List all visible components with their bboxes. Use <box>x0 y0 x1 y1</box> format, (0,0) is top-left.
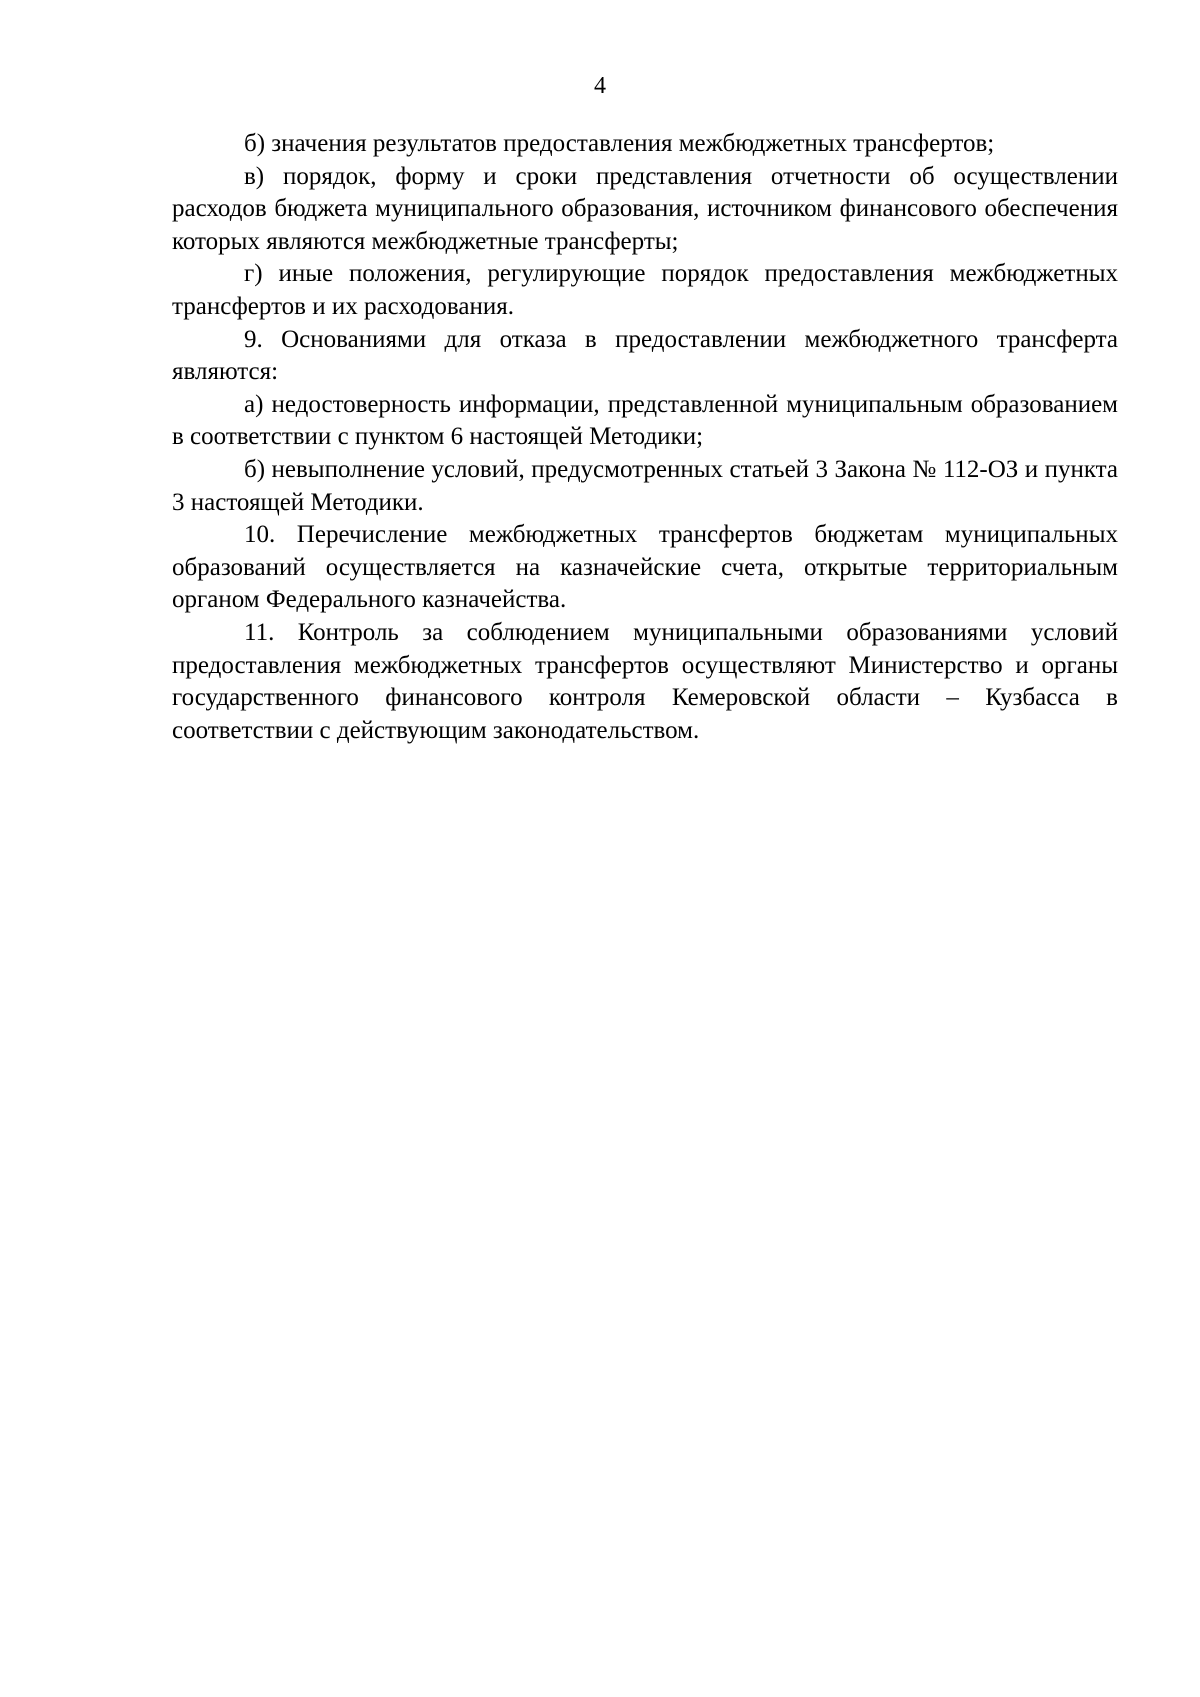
paragraph-9b-non-fulfillment: б) невыполнение условий, предусмотренных статьей 3 Закона № 112-ОЗ и пункта 3 настоящей Методики. <box>172 455 1118 516</box>
paragraph-8v-reporting: в) порядок, форму и сроки представления отчетности об осуществлении расходов бюджета муниципального образования, источником финансового обеспечения которых являются межбюджетные трансферты; <box>172 162 1118 255</box>
paragraph-11-control: 11. Контроль за соблюдением муниципальными образованиями условий предоставления межбюджетных трансфертов осуществляют Министерство и органы государственного финансового контроля Кемеровской области – Кузбасса в соответствии с действующим законодательством. <box>172 618 1118 744</box>
page-number: 4 <box>594 73 606 99</box>
document-body <box>172 128 1118 747</box>
paragraph-10-transfer: 10. Перечисление межбюджетных трансфертов бюджетам муниципальных образований осуществляется на казначейские счета, открытые территориальным органом Федерального казначейства. <box>172 521 1118 614</box>
paragraph-9a-inaccurate-info: а) недостоверность информации, представленной муниципальным образованием в соответствии с пунктом 6 настоящей Методики; <box>172 390 1118 451</box>
paragraph-8g-other-provisions: г) иные положения, регулирующие порядок предоставления межбюджетных трансфертов и их расходования. <box>172 260 1118 320</box>
paragraph-9-refusal-grounds: 9. Основаниями для отказа в предоставлении межбюджетного трансферта являются: <box>172 325 1118 386</box>
paragraph-8b-results: б) значения результатов предоставления межбюджетных трансфертов; <box>244 130 995 157</box>
